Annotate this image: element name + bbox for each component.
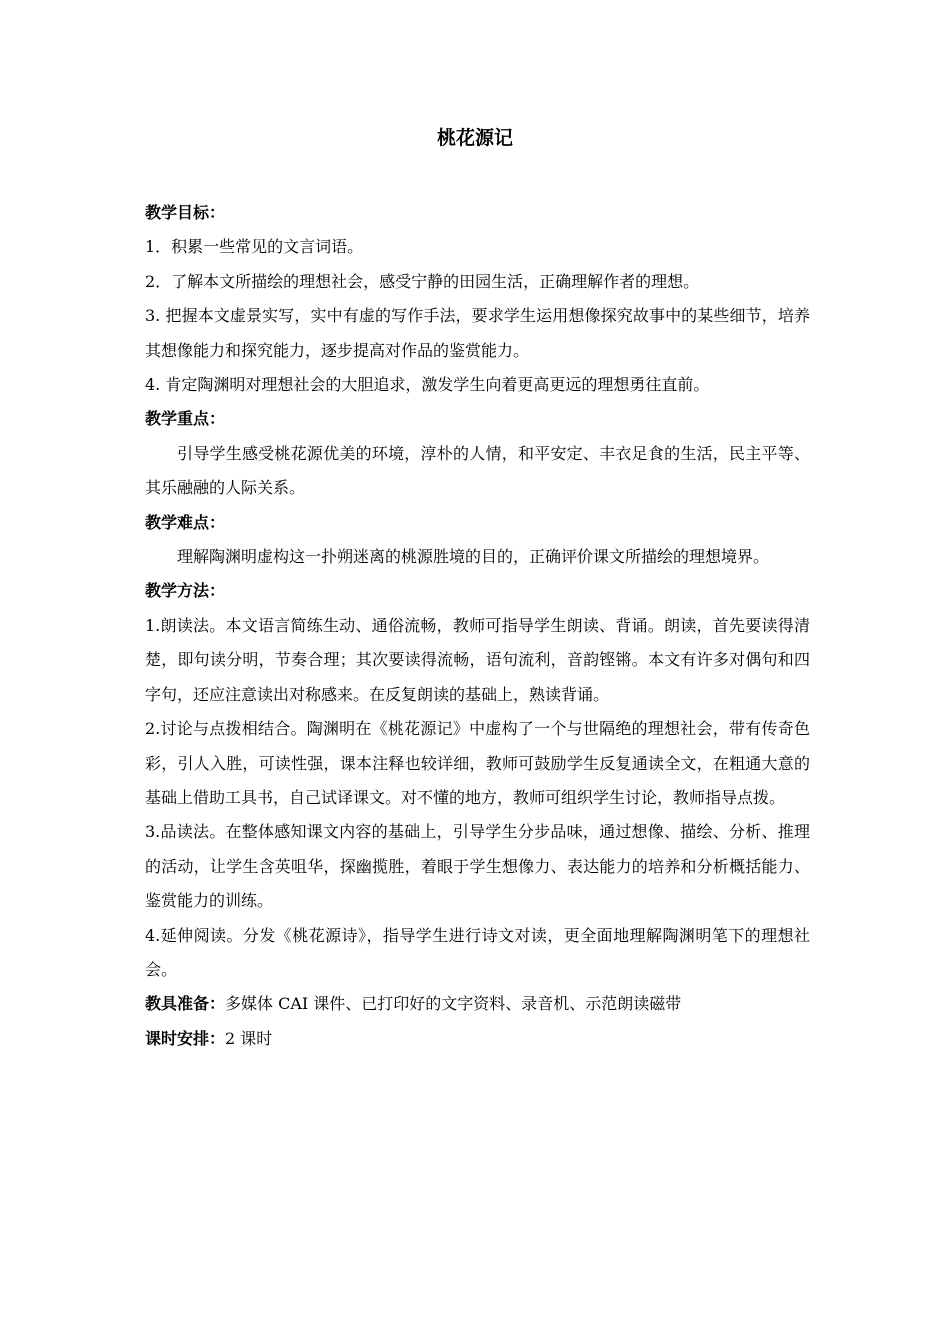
- schedule-line: [145, 1022, 810, 1056]
- objective-item-3: 3. 把握本文虚景实写，实中有虚的写作手法，要求学生运用想像探究故事中的某些细节，培养其想像能力和探究能力，逐步提高对作品的鉴赏能力。: [145, 306, 810, 360]
- materials-label: 教具准备：: [145, 994, 226, 1014]
- objective-item-1: 1．积累一些常见的文言词语。: [145, 237, 364, 257]
- methods-heading: 教学方法：: [145, 581, 226, 601]
- method-item-1: 1.朗读法。本文语言简练生动、通俗流畅，教师可指导学生朗读、背诵。朗读，首先要读得清楚，即句读分明，节奏合理；其次要读得流畅，语句流利，音韵铿锵。本文有许多对偶句和四字句，还应注意读出对称感来。在反复朗读的基础上，熟读背诵。: [145, 615, 810, 704]
- method-item-3: 3.品读法。在整体感知课文内容的基础上，引导学生分步品味，通过想像、描绘、分析、推理的活动，让学生含英咀华，探幽揽胜，着眼于学生想像力、表达能力的培养和分析概括能力、鉴赏能力的训练。: [145, 822, 810, 911]
- key-points-text: 引导学生感受桃花源优美的环境，淳朴的人情，和平安定、丰衣足食的生活，民主平等、其乐融融的人际关系。: [145, 443, 810, 498]
- schedule-label: 课时安排：: [145, 1028, 226, 1048]
- difficulties-text: 理解陶渊明虚构这一扑朔迷离的桃源胜境的目的，正确评价课文所描绘的理想境界。: [177, 547, 770, 567]
- objective-item-4: 4. 肯定陶渊明对理想社会的大胆追求，激发学生向着更高更远的理想勇往直前。: [145, 375, 710, 395]
- schedule-text: 2 课时: [225, 1028, 273, 1048]
- document-body: [145, 196, 810, 1056]
- document-title: 桃花源记: [436, 127, 513, 149]
- method-item-4: 4.延伸阅读。分发《桃花源诗》，指导学生进行诗文对读，更全面地理解陶渊明笔下的理想社会。: [145, 925, 810, 979]
- materials-text: 多媒体 CAI 课件、已打印好的文字资料、录音机、示范朗读磁带: [225, 994, 682, 1014]
- method-item-2: 2.讨论与点拨相结合。陶渊明在《桃花源记》中虚构了一个与世隔绝的理想社会，带有传奇色彩，引人入胜，可读性强，课本注释也较详细，教师可鼓励学生反复通读全文，在粗通大意的基础上借助工具书，自己试译课文。对不懂的地方，教师可组织学生讨论，教师指导点拨。: [145, 719, 810, 807]
- materials-line: [145, 987, 810, 1021]
- objective-item-2: 2．了解本文所描绘的理想社会，感受宁静的田园生活，正确理解作者的理想。: [145, 271, 700, 291]
- objectives-heading: 教学目标：: [145, 203, 226, 222]
- key-points-heading: 教学重点：: [145, 409, 226, 429]
- difficulties-heading: 教学难点：: [145, 512, 226, 532]
